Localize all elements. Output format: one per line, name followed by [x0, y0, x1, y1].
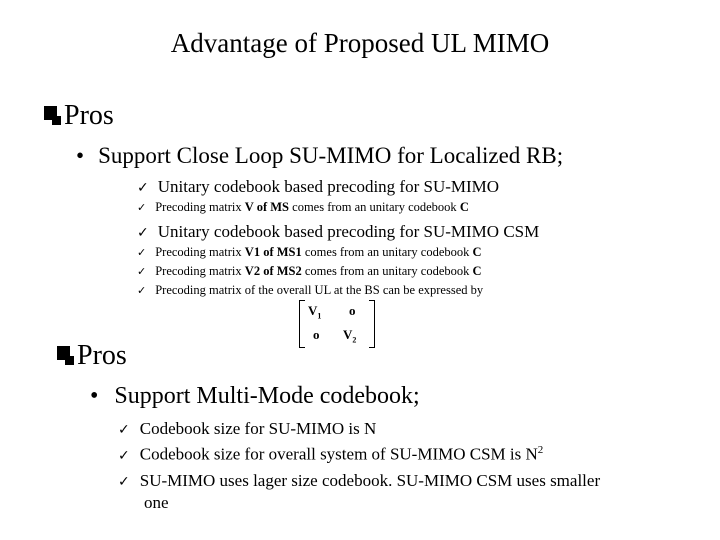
section2-item-1-text: Codebook size for SU-MIMO is N — [139, 419, 377, 438]
checkmark-icon: ✓ — [137, 180, 149, 196]
section2-item-3-continuation: one — [144, 493, 169, 512]
section2-bullet-text: Support Multi-Mode codebook; — [114, 383, 420, 409]
section1-item-1 — [137, 177, 499, 197]
matrix-cell-11: $V_1$ — [308, 303, 322, 321]
section2-bullet — [90, 383, 420, 410]
checkmark-icon: ✓ — [137, 284, 147, 297]
section2-heading-text: Pros — [77, 340, 127, 371]
subitem-text: Precoding matrix V2 of MS2 comes from an unitary codebook C — [155, 264, 482, 278]
section2-item-2-text: Codebook size for overall system of SU-MIMO CSM is $N^2$ — [139, 444, 544, 464]
section2-item-1 — [118, 419, 376, 439]
matrix-cell-12: o — [349, 303, 356, 318]
section1-heading — [44, 100, 114, 132]
section2-heading — [57, 340, 127, 372]
subitem-text: Precoding matrix V of MS comes from an unitary codebook C — [155, 200, 469, 214]
dot-bullet-icon: • — [76, 143, 85, 168]
checkmark-icon: ✓ — [118, 474, 130, 490]
checkmark-icon: ✓ — [118, 422, 130, 438]
section1-subitem-2-2 — [137, 264, 482, 279]
checkmark-icon: ✓ — [137, 225, 149, 241]
checkmark-icon: ✓ — [137, 246, 147, 259]
precoding-matrix — [299, 300, 375, 348]
section2-item-2 — [118, 444, 543, 465]
section1-item-1-text: Unitary codebook based precoding for SU-MIMO — [157, 177, 500, 196]
section1-subitem-2-3 — [137, 283, 483, 298]
section2-item-3 — [118, 471, 600, 491]
section1-item-2-text: Unitary codebook based precoding for SU-MIMO CSM — [157, 222, 540, 241]
section1-bullet — [76, 143, 563, 169]
square-bullet-icon — [57, 346, 75, 366]
section1-item-2 — [137, 222, 539, 242]
dot-bullet-icon: • — [90, 383, 99, 409]
slide-title: Advantage of Proposed UL MIMO — [170, 28, 550, 58]
section2-item-3-text: SU-MIMO uses lager size codebook. SU-MIMO CSM uses smaller — [139, 471, 601, 490]
checkmark-icon: ✓ — [137, 265, 147, 278]
checkmark-icon: ✓ — [118, 447, 130, 464]
square-bullet-icon — [44, 106, 62, 126]
section1-bullet-text: Support Close Loop SU-MIMO for Localized RB; — [98, 143, 564, 168]
matrix-cell-21: o — [313, 327, 320, 342]
section1-subitem-2-1 — [137, 245, 482, 260]
matrix-cell-22: $V_2$ — [343, 327, 357, 345]
subitem-text: Precoding matrix of the overall UL at the BS can be expressed by — [155, 283, 484, 297]
section1-heading-text: Pros — [64, 100, 114, 131]
subitem-text: Precoding matrix V1 of MS1 comes from an unitary codebook C — [155, 245, 482, 259]
checkmark-icon: ✓ — [137, 201, 147, 214]
section1-subitem-1-1 — [137, 200, 469, 215]
